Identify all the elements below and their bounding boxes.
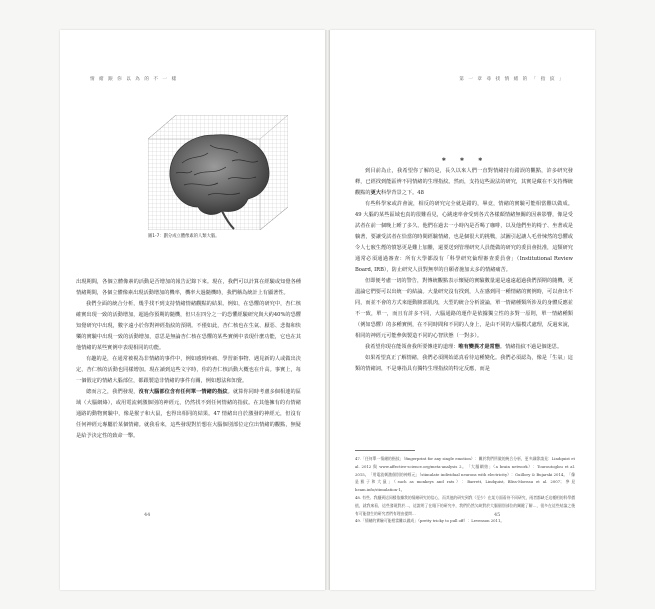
footnote-rule bbox=[355, 450, 415, 451]
paragraph bbox=[355, 342, 573, 353]
paragraph: 但即便考慮一切的警告，對傳統觀點表示懷疑的實驗數量還是遠遠超過我們預期的隨機，更溫論它們要可以出統一的結論。大量研究沒有找到，人在感到同一種情緒的實例時，可以會出不同，而並不會的方式來運動臉部肌肉，大型的統合分析證論，單一情緒種類所涉及的身體反應並不一致，單一，而且有許多不同，大腦通路的運作是依據獨立性的多對一原則，單一情緒種類（例如恐懼）的多種實例，在不同時間和不同的人身上，是由不同的大腦模式處理，反過來說，相同的神經元可能參與製造不同的心智狀態（一對多）。 bbox=[355, 278, 573, 339]
right-body-text bbox=[355, 155, 573, 375]
paragraph-text: 。情緒指紋不過是個迷思。 bbox=[499, 344, 563, 350]
paragraph: 出現期間，各個立體像素的活動是否增加的報告記錄下來。現在，我們可以計算在經驗或知覺各種情緒期間，各個立體像素出現活動增加的機率，機率大過隨機時，我們稱為統計上有顯著性。 bbox=[76, 279, 301, 296]
footnote: 47.「任何單一情緒的指紋」（fingerprint for any single emotion）：關於我們所做的統合分析，更多細節請見：Lindquist et al. 2012 與 www.affective-science.org/meta-analysis 2。「大腦網絡」（a brain network）：Touroutoglou et al. 2015。「用電流刺激個別的神經元」（stimulate individual neurons with electricity）：Guillory & Bujarski 2014。「像是猴子和大鼠」（such as monkeys and rats）：Barrett, Lindquist, Bliss-Moreau et al. 2007；參見 heam.info/stimulation-1。 bbox=[355, 456, 575, 493]
section-ornament: ✱✱✱ bbox=[441, 157, 497, 163]
emphasis-text: 唯有變異才是常態 bbox=[458, 344, 500, 350]
page-number-left: 44 bbox=[144, 512, 151, 518]
brain-voxel-figure bbox=[148, 115, 288, 230]
footnote: 48. 有些、我翻到這同樣依據我的情緒研究的信心，而其他的研究到我（至少）在某方面看待不同研究，兩者都缺乏這種相的科學價值，就我來看，這些發現對於…，這說明了在眼下的研究中，我們仍然欠缺對於大腦個別部位的關鍵了解…，很多在這些結論之後有可能發生的研究者們有理由提問… bbox=[355, 494, 575, 516]
paragraph: 有些科學家或許會說，相反的研究完全就是錯的，畢竟，情緒的實驗可能相當難以做成。49 大腦的某些區域也真的很難看見，心跳速率會受到各式各樣顏情緒無關的因素影響，像是受試者在前一個晚上睡了多久、他們在過去一小時內是否喝了咖啡，以及他們坐的椅子、坐著或是躺著，要讓受試者在恰當的時間經驗情緒，也是個很大的挑戰，試圖引起讓人毛骨悚然的恐懼或令人七竅生煙的憤怒更是難上加難，還要送到管理研究人員能做的研究的委員會批准，這類研究通常必須通過審查：所有大學都設有「科學研究倫理審查委員會」（Institutional Review Board, IRB），防止研究人員對無辜的自願者施加太多的情緒痛苦。 bbox=[355, 201, 573, 273]
paragraph-text: 。就算你同時考慮多個相連的區域（大腦網絡），或用電流刺激個別的神經元，仍然找不到任何情緒的指紋。在其他擁有的有情緒通路的動物實驗中，像是猴子和大鼠，也得出相同的結果。47 情緒出自於激發的神經元，但沒有任何神經元專屬於某個情緒。就我看來，這些發現對於想在大腦個別部位定位出情緒的觀點，無疑是給予決定性的致命一擊。 bbox=[76, 389, 301, 439]
footnotes bbox=[355, 455, 575, 525]
paragraph-text: 到目前為止，我希望你了解的是，長久以來人們一直對情緒持有錯誤的觀點，許多研究發釋，已經找到能區辨不同情緒的生理指紋。然而，支持這些說法的研究，其實是藏在不支持傳統觀點的 bbox=[355, 168, 573, 196]
paragraph-text: 科學背景之下。48 bbox=[380, 190, 424, 196]
footnote: 49.「情緒的實驗可能相當難以做成」（pretty tricky to pull off）：Levenson 2011。 bbox=[355, 518, 505, 524]
paragraph: 我們全面的統合分析，幾乎找不到支持情緒情緒觀點的結果。例如，在恐懼的研究中，杏仁核確實出現一致的活動增加，超過你預期的隨機，但只在四分之一的恐懼經驗研究與大約40%的恐懼知覺研究中出現，數字遠小於你對神經指紋的預期。不僅如此，杏仁核也在生氣、厭惡、悲傷和快樂的實驗中出現一致的活動增加，意思是無論杏仁核在恐懼的某些實例中表現什麼功能，它也在其他情緒的某些實例中表現相同的功能。 bbox=[76, 301, 301, 351]
paragraph-text: 我希望你現在能領會我所要傳達的道理： bbox=[365, 344, 459, 350]
paragraph: 如果希望真正了解情緒，我們必須開始認真看待這種變化。我們必須認為，像是「生氣」這類的情緒詞，不是專指具有獨特生理指紋的特定反應，而是 bbox=[355, 355, 573, 372]
right-page bbox=[330, 30, 595, 590]
left-body-text bbox=[76, 277, 301, 442]
paragraph bbox=[76, 387, 301, 442]
running-head-left: 情 緒 跟 你 以 為 的 不 一 樣 bbox=[90, 77, 178, 82]
running-head-right: 第 一 章 尋 找 情 緒 的 「 指 紋 」 bbox=[459, 77, 565, 82]
paragraph: 有趣的是，在通常被視為非情緒的事件中，例如感到疼痛、學習新事物、遇見新的人或做出決定，杏仁核的活動也同樣增加。現在讀到這些文字時，你的杏仁核活動大概也在升高。事實上，每一個假定的情緒大腦部位，都跟製造非情緒的事件有關，例如想法和知覺。 bbox=[76, 356, 301, 384]
paragraph bbox=[355, 166, 573, 199]
left-page bbox=[60, 30, 325, 590]
figure-caption: 圖1-7：劃分成立體像素的人類大腦。 bbox=[148, 234, 220, 239]
emphasis-text: 更大 bbox=[370, 190, 381, 196]
brain-voxel-illustration bbox=[148, 115, 288, 230]
page-number-right: 45 bbox=[494, 512, 501, 518]
paragraph-text: 總而言之，我們發現， bbox=[86, 389, 139, 395]
emphasis-text: 沒有大腦部位含有任何單一情緒的指紋 bbox=[138, 389, 228, 395]
